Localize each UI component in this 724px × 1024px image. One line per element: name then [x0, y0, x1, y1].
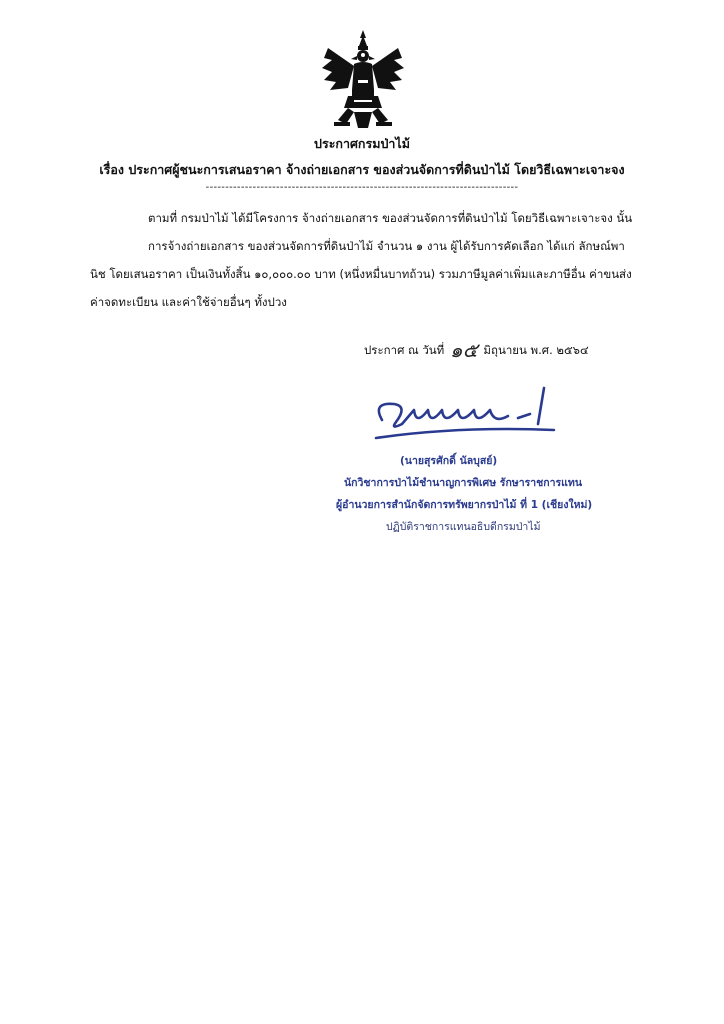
body-line-4: ค่าจดทะเบียน และค่าใช้จ่ายอื่นๆ ทั้งปวง — [90, 295, 287, 309]
body-line-3: นิช โดยเสนอราคา เป็นเงินทั้งสิ้น ๑๐,๐๐๐.๐๐ บาท (หนึ่งหมื่นบาทถ้วน) รวมภาษีมูลค่าเพิ่มและภาษีอื่น ค่าขนส่ง — [90, 267, 632, 281]
body-line-2: การจ้างถ่ายเอกสาร ของส่วนจัดการที่ดินป่าไม้ จำนวน ๑ งาน ผู้ได้รับการคัดเลือก ได้แก่ ลักษณ์พา — [148, 239, 625, 253]
announcement-subject: เรื่อง ประกาศผู้ชนะการเสนอราคา จ้างถ่ายเอกสาร ของส่วนจัดการที่ดินป่าไม้ โดยวิธีเฉพาะเจาะจง — [99, 162, 625, 177]
date-suffix: มิถุนายน พ.ศ. ๒๕๖๔ — [483, 343, 589, 357]
separator-line: -------------------------------------------------------------------------------- — [205, 182, 519, 193]
signatory-position-1: นักวิชาการป่าไม้ชำนาญการพิเศษ รักษาราชการแทน — [344, 477, 583, 489]
date-prefix: ประกาศ ณ วันที่ — [364, 343, 445, 357]
announcement-date — [364, 334, 589, 366]
signatory-name: (นายสุรศักดิ์ นัลบุสย์) — [400, 455, 498, 467]
garuda-emblem-icon — [318, 28, 408, 132]
handwritten-signature-icon — [368, 380, 568, 450]
announcement-agency: ประกาศกรมป่าไม้ — [314, 136, 410, 151]
signatory-position-3: ปฏิบัติราชการแทนอธิบดีกรมป่าไม้ — [386, 521, 541, 533]
signatory-position-2: ผู้อำนวยการสำนักจัดการทรัพยากรป่าไม้ ที่ 1 (เชียงใหม่) — [336, 499, 593, 511]
date-day-handwritten: ๑๕ — [449, 338, 478, 362]
body-line-1: ตามที่ กรมป่าไม้ ได้มีโครงการ จ้างถ่ายเอกสาร ของส่วนจัดการที่ดินป่าไม้ โดยวิธีเฉพาะเจาะจง นั้น — [148, 211, 633, 225]
